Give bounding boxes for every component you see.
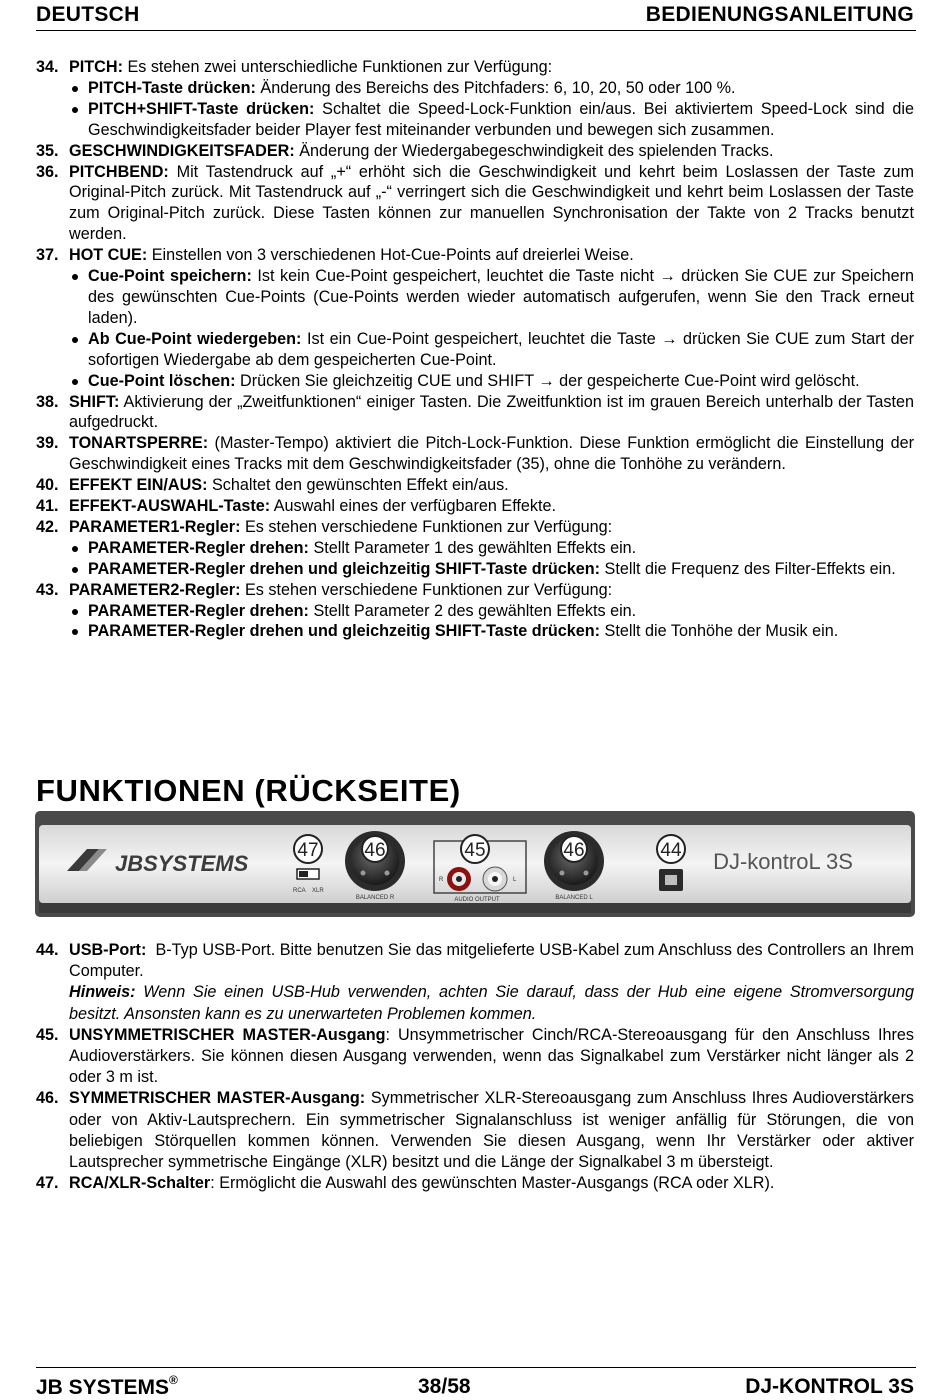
bullet-title: PITCH-Taste drücken: xyxy=(88,78,256,97)
list-item-34 xyxy=(36,57,914,141)
page-header xyxy=(36,0,916,31)
bullet-item xyxy=(69,559,914,580)
bullet-text: Stellt die Frequenz des Filter-Effekts ein. xyxy=(600,559,896,578)
bullet-title: PARAMETER-Regler drehen: xyxy=(88,538,309,557)
rear-panel-graphic xyxy=(35,811,915,917)
list-item-38 xyxy=(36,392,914,434)
page-number: 38/58 xyxy=(418,1375,471,1398)
bullet-text: Änderung des Bereichs des Pitchfaders: 6, 10, 20, 50 oder 100 %. xyxy=(255,78,736,97)
item-title: EFFEKT EIN/AUS: xyxy=(69,476,208,495)
bullet-text: Stellt Parameter 2 des gewählten Effekts ein. xyxy=(308,601,637,620)
item-number: 35. xyxy=(36,141,59,160)
bullet-item xyxy=(69,601,914,622)
item-number: 46. xyxy=(36,1089,59,1108)
item-number: 45. xyxy=(36,1025,59,1044)
item-number: 38. xyxy=(36,392,59,411)
switch-label-xlr: XLR xyxy=(312,888,324,894)
bullet-text: Ist ein Cue-Point gespeichert, leuchtet die Taste → drücken Sie CUE zum Start der sofortigen Wiedergabe ab dem gespeicherten Cue-Point. xyxy=(88,329,914,369)
panel-bottom-edge xyxy=(39,903,911,913)
functions-list xyxy=(36,57,914,642)
bullet-text: Ist kein Cue-Point gespeichert, leuchtet die Taste nicht → drücken Sie CUE zur Speichern des gewünschten Cue-Points (Cue-Points werden wieder automatisch aufgerufen, wenn Sie den Track erneut laden). xyxy=(88,267,915,327)
item-title: USB-Port: xyxy=(69,941,147,959)
bullet-item xyxy=(69,371,914,392)
item-text: Es stehen zwei unterschiedliche Funktionen zur Verfügung: xyxy=(122,58,553,76)
registered-mark: ® xyxy=(169,1373,178,1387)
section-heading: FUNKTIONEN (RÜCKSEITE) xyxy=(36,773,461,808)
item-title: HOT CUE: xyxy=(69,246,148,265)
item-title: UNSYMMETRISCHER MASTER-Ausgang xyxy=(69,1025,386,1044)
item-text: : Ermöglicht die Auswahl des gewünschten Master-Ausgangs (RCA oder XLR). xyxy=(210,1174,775,1193)
callout-number: 45 xyxy=(464,840,486,861)
item-text: Einstellen von 3 verschiedenen Hot-Cue-Points auf dreierlei Weise. xyxy=(147,246,634,265)
list-item-35 xyxy=(36,141,914,162)
rear-functions-list xyxy=(36,940,919,1194)
item-title: PARAMETER1-Regler: xyxy=(69,517,241,536)
item-text: Auswahl eines der verfügbaren Effekte. xyxy=(270,497,556,516)
bullet-item xyxy=(69,538,914,559)
item-number: 44. xyxy=(36,941,59,959)
item-number: 47. xyxy=(36,1174,59,1193)
list-item-36 xyxy=(36,162,914,246)
item-title: EFFEKT-AUSWAHL-Taste: xyxy=(69,497,271,516)
bullet-item xyxy=(69,329,914,371)
list-item-43 xyxy=(36,580,914,643)
item-title: PITCH: xyxy=(69,58,123,76)
list-item-41 xyxy=(36,496,914,517)
list-item-42 xyxy=(36,517,914,580)
footer-brand xyxy=(36,1375,178,1400)
item-text: Symmetrischer XLR-Stereoausgang zum Anschluss Ihres Audioverstärkers oder von Aktiv-Lautsprechern. Ein symmetrischer Signalanschluss ist weniger anfällig für Störungen, die von beliebigen Störquellen kommen können. Verwenden Sie diesen Ausgang, wenn Ihr Verstärker oder aktiver Lautsprecher symmetrische Eingänge (XLR) besitzt und die Länge der Signalkabel 3 m übersteigt. xyxy=(69,1089,915,1172)
bullet-text: Stellt Parameter 1 des gewählten Effekts ein. xyxy=(308,538,637,557)
item-number: 41. xyxy=(36,497,59,516)
item-text: B-Typ USB-Port. Bitte benutzen Sie das mitgelieferte USB-Kabel zum Anschluss des Controllers an Ihrem Computer. xyxy=(69,941,919,981)
item-title: RCA/XLR-Schalter xyxy=(69,1174,211,1193)
label-r: R xyxy=(439,877,444,883)
bullet-title: Cue-Point speichern: xyxy=(88,267,252,286)
item-text: Änderung der Wiedergabegeschwindigkeit des spielenden Tracks. xyxy=(294,141,774,160)
bullet-title: PARAMETER-Regler drehen: xyxy=(88,601,309,620)
item-number: 37. xyxy=(36,246,59,265)
label-balanced-r: BALANCED R xyxy=(355,895,395,901)
item-text: Schaltet den gewünschten Effekt ein/aus. xyxy=(207,476,509,495)
bullet-text: Drücken Sie gleichzeitig CUE und SHIFT → der gespeicherte Cue-Point wird gelöscht. xyxy=(235,371,860,390)
item-title: PITCHBEND: xyxy=(69,162,169,181)
callout-number: 46 xyxy=(563,840,585,861)
item-text: Es stehen verschiedene Funktionen zur Verfügung: xyxy=(240,580,613,599)
list-item-47 xyxy=(36,1173,914,1194)
item-number: 43. xyxy=(36,580,59,599)
bullet-text: Stellt die Tonhöhe der Musik ein. xyxy=(600,622,839,641)
model-name: DJ-kontroL 3S xyxy=(713,849,853,874)
footer-model: DJ-KONTROL 3S xyxy=(745,1375,914,1398)
item-title: PARAMETER2-Regler: xyxy=(69,580,241,599)
item-title: TONARTSPERRE: xyxy=(69,434,209,453)
bullet-title: Cue-Point löschen: xyxy=(88,371,236,390)
header-language: DEUTSCH xyxy=(36,3,140,26)
item-text: Mit Tastendruck auf „+“ erhöht sich die Geschwindigkeit und kehrt beim Loslassen der Taste zum Original-Pitch zurück. Mit Tastendruck auf „-“ verringert sich die Geschwindigkeit und kehrt beim Loslassen der Taste zum Original-Pitch zurück. Diese Tasten können zur manuellen Synchronisation der Takte von 2 Tracks benutzt werden. xyxy=(69,162,914,244)
item-title: SHIFT: xyxy=(69,392,120,411)
hint-text: Wenn Sie einen USB-Hub verwenden, achten Sie darauf, dass der Hub eine eigene Stromversorgung besitzt. Ansonsten kann es zu unerwarteten Problemen kommen. xyxy=(69,983,914,1023)
item-number: 40. xyxy=(36,476,59,495)
bullet-item xyxy=(69,266,914,329)
item-number: 34. xyxy=(36,58,59,76)
brand-name: JBSYSTEMS xyxy=(115,851,249,876)
list-item-44 xyxy=(36,940,919,1025)
list-item-40 xyxy=(36,475,914,496)
hint-label: Hinweis: xyxy=(69,983,136,1002)
hint-note xyxy=(69,982,914,1024)
item-text: Es stehen verschiedene Funktionen zur Verfügung: xyxy=(240,517,613,536)
label-audio-output: AUDIO OUTPUT xyxy=(454,897,500,903)
rear-panel-illustration xyxy=(35,811,915,917)
bullet-item xyxy=(69,78,914,99)
bullet-text: Schaltet die Speed-Lock-Funktion ein/aus. Bei aktiviertem Speed-Lock sind die Geschwindigkeitsfader beider Player fest miteinander verbunden und bewegen sich zusammen. xyxy=(88,99,914,139)
bullet-title: PITCH+SHIFT-Taste drücken: xyxy=(88,99,315,118)
item-number: 39. xyxy=(36,434,59,453)
item-number: 42. xyxy=(36,517,59,536)
label-balanced-l: BALANCED L xyxy=(555,895,593,901)
item-title: SYMMETRISCHER MASTER-Ausgang: xyxy=(69,1089,366,1108)
list-item-39 xyxy=(36,433,914,475)
list-item-37 xyxy=(36,245,914,391)
item-text: (Master-Tempo) aktiviert die Pitch-Lock-Funktion. Diese Funktion ermöglicht die Einstellung der Geschwindigkeit eines Tracks mit dem Geschwindigkeitsfader (35), ohne die Tonhöhe zu verändern. xyxy=(69,434,914,474)
usb-b-port-inner xyxy=(665,875,677,885)
item-title: GESCHWINDIGKEITSFADER: xyxy=(69,141,295,160)
list-item-45 xyxy=(36,1025,914,1089)
footer-brand-text: JB SYSTEMS xyxy=(36,1376,170,1399)
header-manual-title: BEDIENUNGSANLEITUNG xyxy=(645,3,914,26)
item-number: 36. xyxy=(36,162,59,181)
bullet-item xyxy=(69,621,914,642)
item-text: Aktivierung der „Zweitfunktionen“ einiger Tasten. Die Zweitfunktion ist im grauen Bereich unterhalb der Tasten aufgedruckt. xyxy=(69,392,914,432)
bullet-title: PARAMETER-Regler drehen und gleichzeitig SHIFT-Taste drücken: xyxy=(88,559,601,578)
callout-number: 46 xyxy=(364,840,386,861)
bullet-title: Ab Cue-Point wiedergeben: xyxy=(88,329,302,348)
bullet-title: PARAMETER-Regler drehen und gleichzeitig SHIFT-Taste drücken: xyxy=(88,622,601,641)
callout-number: 47 xyxy=(297,840,319,861)
switch-knob xyxy=(299,871,308,877)
item-text: : Unsymmetrischer Cinch/RCA-Stereoausgang für den Anschluss Ihres Audioverstärkers. Sie können diesen Ausgang verwenden, wenn das Signalkabel zum Verstärker nicht länger als 2 oder 3 m ist. xyxy=(69,1025,914,1087)
page-footer xyxy=(36,1367,916,1398)
callout-number: 44 xyxy=(660,840,682,861)
label-l: L xyxy=(513,877,517,883)
bullet-item xyxy=(69,99,914,141)
list-item-46 xyxy=(36,1088,914,1173)
switch-label-rca: RCA xyxy=(293,888,306,894)
